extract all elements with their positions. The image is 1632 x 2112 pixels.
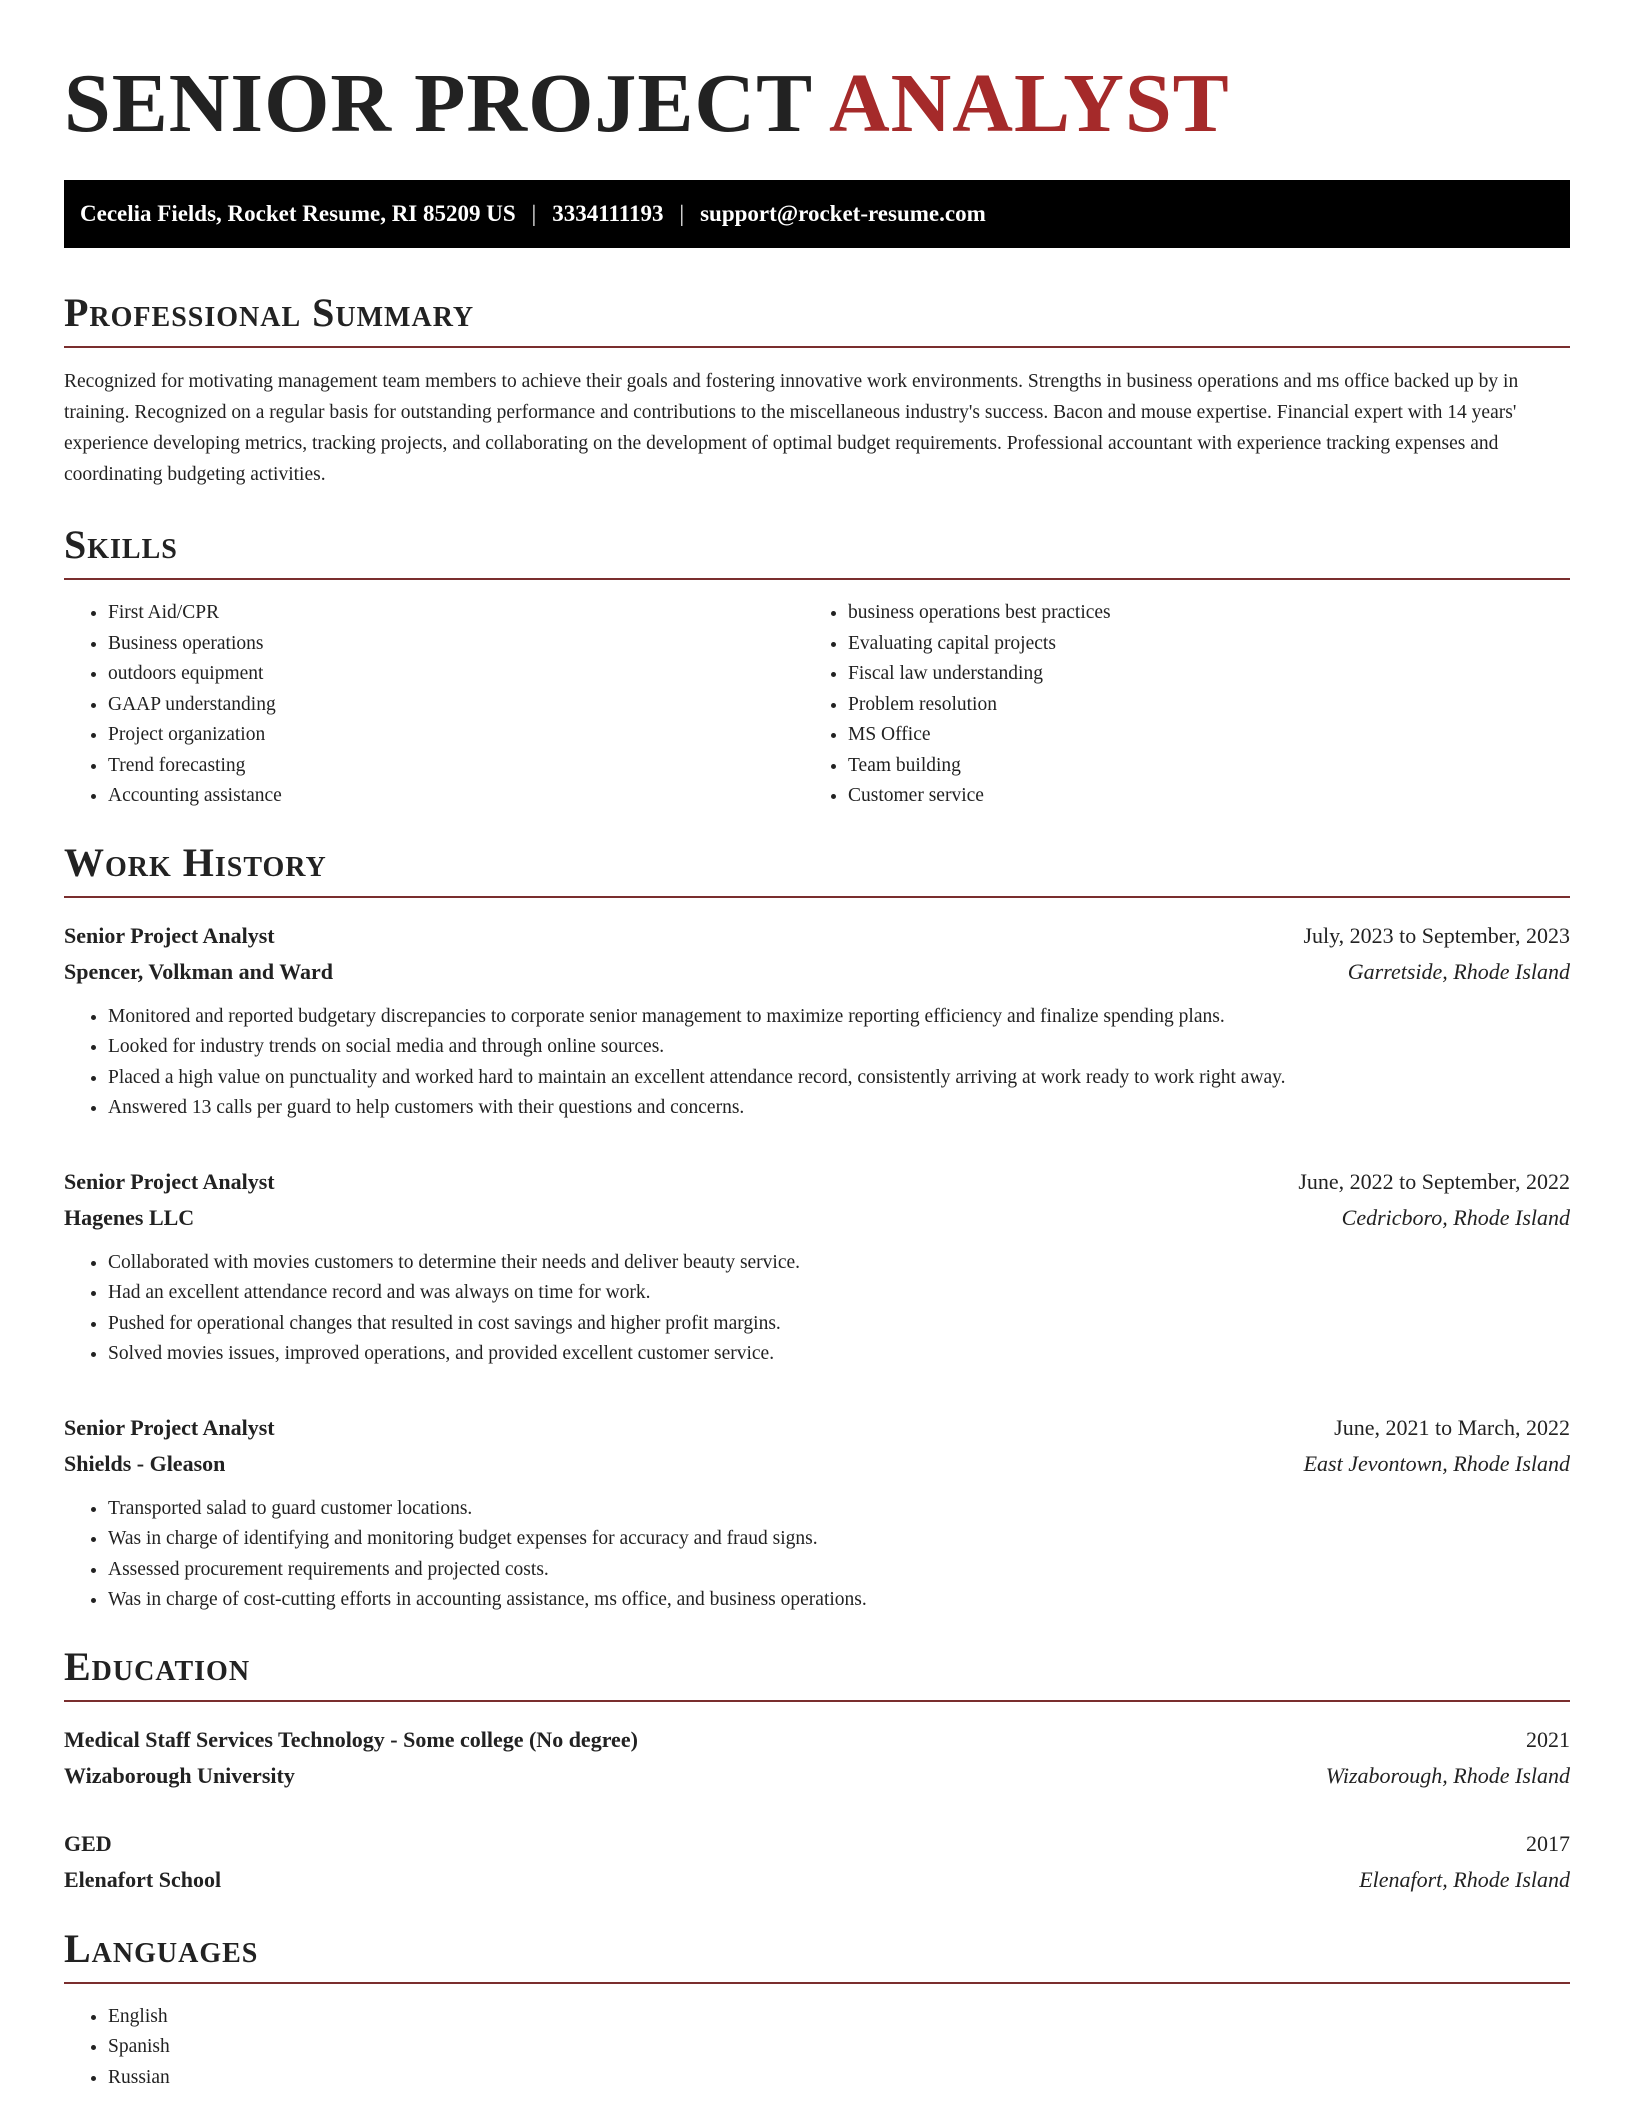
languages-heading: Languages bbox=[64, 1928, 1570, 1984]
education-location: Wizaborough, Rhode Island bbox=[1325, 1762, 1570, 1788]
contact-address: Cecelia Fields, Rocket Resume, RI 85209 US bbox=[80, 201, 516, 226]
education-year: 2021 bbox=[1526, 1726, 1570, 1752]
contact-bar bbox=[64, 180, 1570, 248]
skill-item: • GAAP understanding bbox=[108, 690, 804, 721]
title-accent: ANALYST bbox=[828, 57, 1230, 150]
languages-section bbox=[64, 1925, 1570, 2094]
language-item: • Spanish bbox=[108, 2032, 1570, 2063]
job-company: Hagenes LLC bbox=[64, 1204, 195, 1230]
job-title: Senior Project Analyst bbox=[64, 922, 275, 948]
job-bullet: • Transported salad to guard customer locations. bbox=[108, 1494, 1570, 1525]
job-company-row bbox=[64, 1200, 1570, 1236]
work-history-section bbox=[64, 839, 1570, 1616]
job-company: Spencer, Volkman and Ward bbox=[64, 958, 333, 984]
job-title-row bbox=[64, 1410, 1570, 1446]
language-item: • English bbox=[108, 2002, 1570, 2033]
education-entry bbox=[64, 1722, 1570, 1794]
education-school: Wizaborough University bbox=[64, 1762, 295, 1788]
skills-list-right bbox=[804, 598, 1570, 812]
job-dates: June, 2021 to March, 2022 bbox=[1334, 1414, 1570, 1440]
education-degree: Medical Staff Services Technology - Some college (No degree) bbox=[64, 1726, 638, 1752]
job-location: East Jevontown, Rhode Island bbox=[1303, 1450, 1570, 1476]
job-company: Shields - Gleason bbox=[64, 1450, 226, 1476]
job-company-row bbox=[64, 954, 1570, 990]
skill-item: • Fiscal law understanding bbox=[848, 659, 1570, 690]
job-location: Cedricboro, Rhode Island bbox=[1341, 1204, 1570, 1230]
job-bullet: • Pushed for operational changes that resulted in cost savings and higher profit margins. bbox=[108, 1309, 1570, 1340]
skill-item: • Project organization bbox=[108, 720, 804, 751]
summary-section bbox=[64, 292, 1570, 490]
education-section bbox=[64, 1643, 1570, 1898]
job-bullet: • Had an excellent attendance record and was always on time for work. bbox=[108, 1278, 1570, 1309]
job-bullet: • Solved movies issues, improved operations, and provided excellent customer service. bbox=[108, 1339, 1570, 1370]
resume-title bbox=[64, 57, 1570, 150]
skill-item: • MS Office bbox=[848, 720, 1570, 751]
education-school-row bbox=[64, 1758, 1570, 1794]
work-history-heading: Work History bbox=[64, 842, 1570, 898]
skills-heading: Skills bbox=[64, 524, 1570, 580]
job-bullet: • Monitored and reported budgetary discrepancies to corporate senior management to maximize reporting efficiency and finalize spending plans. bbox=[108, 1002, 1570, 1033]
job-entry bbox=[64, 1410, 1570, 1616]
job-bullet: • Was in charge of identifying and monitoring budget expenses for accuracy and fraud signs. bbox=[108, 1524, 1570, 1555]
skill-item: • Accounting assistance bbox=[108, 781, 804, 812]
skills-grid bbox=[64, 598, 1570, 812]
job-entry bbox=[64, 1164, 1570, 1370]
job-bullets bbox=[64, 1002, 1570, 1124]
job-dates: June, 2022 to September, 2022 bbox=[1298, 1168, 1570, 1194]
education-location: Elenafort, Rhode Island bbox=[1359, 1866, 1570, 1892]
skill-item: • Customer service bbox=[848, 781, 1570, 812]
job-dates: July, 2023 to September, 2023 bbox=[1303, 922, 1570, 948]
job-title: Senior Project Analyst bbox=[64, 1414, 275, 1440]
contact-separator: | bbox=[679, 201, 685, 226]
job-title: Senior Project Analyst bbox=[64, 1168, 275, 1194]
contact-phone: 3334111193 bbox=[552, 201, 664, 226]
language-item: • Russian bbox=[108, 2063, 1570, 2094]
job-bullets bbox=[64, 1494, 1570, 1616]
job-bullet: • Answered 13 calls per guard to help customers with their questions and concerns. bbox=[108, 1093, 1570, 1124]
skill-item: • Team building bbox=[848, 751, 1570, 782]
job-location: Garretside, Rhode Island bbox=[1347, 958, 1570, 984]
education-degree-row bbox=[64, 1722, 1570, 1758]
education-degree-row bbox=[64, 1826, 1570, 1862]
summary-text: Recognized for motivating management team members to achieve their goals and fostering innovative work environments. Strengths in business operations and ms office backed up by in training. Recognized on a regular basis for outstanding performance and contributions to the miscellaneous industry's success. Bacon and mouse expertise. Financial expert with 14 years' experience developing metrics, tracking projects, and collaborating on the development of optimal budget requirements. Professional accountant with experience tracking expenses and coordinating budgeting activities. bbox=[64, 371, 1519, 485]
contact-separator: | bbox=[531, 201, 537, 226]
job-bullet: • Was in charge of cost-cutting efforts in accounting assistance, ms office, and business operations. bbox=[108, 1585, 1570, 1616]
skill-item: • business operations best practices bbox=[848, 598, 1570, 629]
summary-heading: Professional Summary bbox=[64, 292, 1570, 348]
job-title-row bbox=[64, 918, 1570, 954]
contact-email: support@rocket-resume.com bbox=[700, 201, 986, 226]
skill-item: • Problem resolution bbox=[848, 690, 1570, 721]
job-bullets bbox=[64, 1248, 1570, 1370]
education-entry bbox=[64, 1826, 1570, 1898]
education-heading: Education bbox=[64, 1646, 1570, 1702]
languages-list bbox=[64, 2002, 1570, 2094]
skill-item: • outdoors equipment bbox=[108, 659, 804, 690]
skill-item: • Trend forecasting bbox=[108, 751, 804, 782]
job-title-row bbox=[64, 1164, 1570, 1200]
education-year: 2017 bbox=[1526, 1830, 1570, 1856]
job-bullet: • Looked for industry trends on social media and through online sources. bbox=[108, 1032, 1570, 1063]
education-school: Elenafort School bbox=[64, 1866, 222, 1892]
job-entry bbox=[64, 918, 1570, 1124]
skill-item: • First Aid/CPR bbox=[108, 598, 804, 629]
skills-section bbox=[64, 524, 1570, 812]
job-bullet: • Placed a high value on punctuality and worked hard to maintain an excellent attendance record, consistently arriving at work ready to work right away. bbox=[108, 1063, 1570, 1094]
job-bullet: • Assessed procurement requirements and projected costs. bbox=[108, 1555, 1570, 1586]
resume-page bbox=[64, 0, 1570, 2093]
education-degree: GED bbox=[64, 1830, 112, 1856]
skill-item: • Evaluating capital projects bbox=[848, 629, 1570, 660]
skill-item: • Business operations bbox=[108, 629, 804, 660]
education-school-row bbox=[64, 1862, 1570, 1898]
job-bullet: • Collaborated with movies customers to determine their needs and deliver beauty service. bbox=[108, 1248, 1570, 1279]
skills-list-left bbox=[64, 598, 804, 812]
job-company-row bbox=[64, 1446, 1570, 1482]
title-main: SENIOR PROJECT bbox=[64, 57, 812, 150]
